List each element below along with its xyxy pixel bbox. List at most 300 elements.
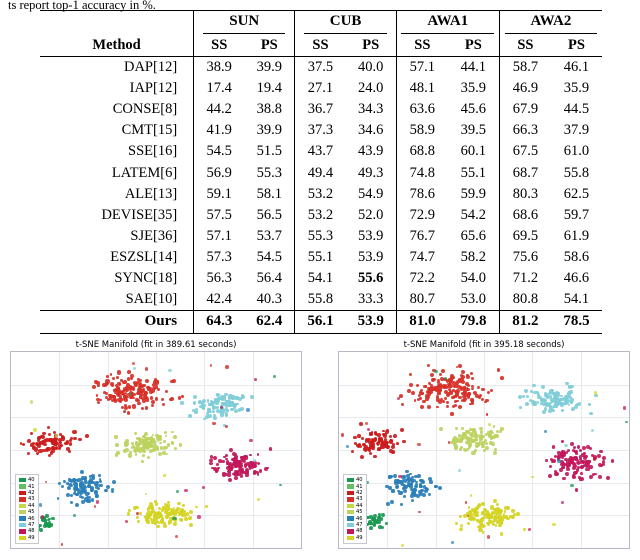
scatter-point (354, 442, 357, 445)
cell-value: 66.3 (499, 120, 551, 141)
scatter-point-outlier (531, 476, 534, 479)
scatter-point (416, 384, 419, 387)
scatter-point (572, 449, 575, 452)
scatter-point (400, 503, 403, 506)
cell-value: 57.5 (194, 205, 245, 226)
legend-label: 42 (28, 490, 35, 496)
scatter-point (458, 405, 462, 409)
scatter-point (48, 518, 51, 521)
scatter-point (117, 391, 120, 394)
group-header-awa2: AWA2 (499, 11, 602, 35)
cell-value: 55.1 (460, 164, 487, 181)
scatter-point (96, 394, 99, 397)
scatter-point (68, 450, 71, 453)
scatter-point-outlier (145, 493, 148, 496)
scatter-point (454, 400, 457, 403)
cell-value: 37.9 (563, 122, 590, 139)
cell-method: LATEM[6] (111, 164, 178, 181)
scatter-point (369, 515, 373, 519)
scatter-point (179, 443, 183, 447)
scatter-point-outlier (418, 511, 421, 514)
scatter-point (92, 385, 96, 389)
scatter-point (493, 451, 497, 455)
scatter-point (165, 390, 168, 393)
scatter-point-outlier (73, 514, 76, 517)
scatter-point (183, 513, 187, 517)
scatter-point (222, 472, 226, 476)
scatter-point (225, 454, 228, 457)
scatter-point (180, 401, 183, 404)
cell-method: SYNC[18] (114, 270, 178, 287)
scatter-point (127, 411, 130, 414)
scatter-point (38, 449, 42, 453)
cell-value: 79.8 (448, 311, 500, 334)
scatter-point (580, 466, 583, 469)
scatter-point (575, 488, 578, 491)
scatter-point (403, 495, 406, 498)
scatter-point (85, 434, 89, 438)
scatter-point (551, 400, 554, 403)
scatter-point (209, 462, 212, 465)
cell-method: DAP[12] (40, 56, 194, 78)
cell-value: 62.5 (563, 185, 590, 202)
scatter-point (114, 435, 117, 438)
scatter-point (154, 500, 157, 503)
scatter-point (396, 442, 399, 445)
cell-method: SSE[16] (128, 143, 178, 160)
cell-value: 67.9 (499, 99, 551, 120)
cell-value: 53.2 (295, 205, 346, 226)
group-header-cub: CUB (295, 11, 396, 35)
scatter-point (412, 489, 416, 493)
scatter-point (123, 410, 126, 413)
scatter-point (250, 395, 254, 399)
scatter-point (405, 470, 408, 473)
scatter-point (48, 433, 51, 436)
scatter-point-outlier (168, 369, 171, 372)
cell-value: 53.0 (460, 291, 487, 308)
cell-value: 72.9 (396, 205, 448, 226)
scatter-point-outlier (225, 425, 229, 429)
scatter-point (144, 445, 147, 448)
scatter-point (218, 397, 222, 401)
scatter-point (570, 442, 574, 446)
scatter-point (134, 432, 138, 436)
cell-value: 53.2 (295, 184, 346, 205)
scatter-point (123, 380, 127, 384)
scatter-point (462, 395, 466, 399)
gridline-horizontal (339, 483, 629, 484)
scatter-point (160, 446, 163, 449)
scatter-point (571, 385, 574, 388)
table-row (40, 289, 602, 311)
table-row (40, 141, 602, 162)
scatter-point (141, 460, 144, 463)
scatter-point (589, 412, 592, 415)
scatter-point (545, 459, 548, 462)
scatter-point (409, 373, 412, 376)
table-sub-header-row (40, 35, 602, 57)
scatter-point (215, 402, 218, 405)
scatter-point (75, 503, 79, 507)
scatter-point (208, 414, 212, 418)
legend-swatch (19, 497, 26, 501)
scatter-point (59, 433, 62, 436)
scatter-point (164, 431, 167, 434)
cell-method: CMT[15] (121, 122, 178, 139)
cell-method: SJE[36] (130, 227, 178, 244)
scatter-point (485, 446, 489, 450)
scatter-point-outlier (535, 548, 538, 549)
scatter-point (40, 435, 43, 438)
scatter-point (182, 504, 185, 507)
legend-label: 41 (28, 483, 35, 490)
scatter-point (402, 440, 406, 444)
scatter-point (205, 505, 208, 508)
scatter-point-outlier (564, 444, 567, 447)
cell-value: 52.0 (358, 206, 384, 223)
scatter-point (498, 511, 502, 515)
scatter-point (489, 515, 492, 518)
cell-value: 56.1 (295, 311, 346, 334)
scatter-point (497, 508, 500, 511)
scatter-point (427, 405, 431, 409)
scatter-point (227, 473, 230, 476)
scatter-point (419, 484, 422, 487)
cell-method: Ours (40, 311, 194, 334)
scatter-point-outlier (528, 528, 531, 531)
scatter-point (373, 455, 376, 458)
cell-method: CONSE[8] (112, 101, 178, 118)
scatter-point (374, 432, 377, 435)
cell-value: 38.8 (256, 101, 282, 118)
cell-value: 39.9 (244, 56, 295, 78)
scatter-point (192, 409, 195, 412)
cell-value: 35.9 (460, 80, 487, 97)
cell-value: 54.1 (295, 268, 346, 289)
scatter-point (594, 473, 597, 476)
scatter-point (69, 439, 72, 442)
scatter-point (561, 453, 564, 456)
scatter-point (446, 405, 449, 408)
scatter-point-outlier (552, 523, 556, 527)
cell-value: 19.4 (256, 80, 282, 97)
scatter-point (467, 522, 470, 525)
scatter-point (224, 393, 228, 397)
scatter-point (432, 378, 436, 382)
scatter-point (127, 512, 130, 515)
cell-value: 55.3 (295, 226, 346, 247)
scatter-point (168, 523, 171, 526)
cell-value: 53.9 (346, 311, 397, 334)
scatter-point (401, 403, 404, 406)
scatter-point (420, 405, 424, 409)
cell-value: 56.9 (194, 163, 245, 184)
scatter-point (471, 388, 474, 391)
scatter-point (585, 468, 589, 472)
scatter-point (72, 430, 76, 434)
legend-label: 47 (28, 521, 35, 528)
cell-value: 53.9 (358, 227, 384, 244)
scatter-point (143, 397, 146, 400)
scatter-point (123, 449, 127, 453)
scatter-point (450, 378, 454, 382)
scatter-point (173, 435, 177, 439)
scatter-point (552, 445, 555, 448)
scatter-point (455, 522, 458, 525)
scatter-point (516, 512, 519, 515)
cell-value: 44.5 (563, 101, 590, 118)
tsne-left-title: t-SNE Manifold (fit in 389.61 seconds) (75, 340, 237, 350)
scatter-point-outlier (30, 400, 33, 403)
scatter-point (392, 450, 395, 453)
scatter-point (381, 513, 385, 517)
column-header-awa2-ss: SS (499, 35, 551, 57)
scatter-point (568, 404, 571, 407)
scatter-point (461, 427, 464, 430)
cell-value: 48.1 (396, 78, 448, 99)
column-header-awa1-ps: PS (464, 36, 482, 53)
cell-value: 74.8 (396, 163, 448, 184)
scatter-point (531, 400, 534, 403)
scatter-point (371, 446, 375, 450)
scatter-point (422, 400, 425, 403)
cell-value: 54.2 (460, 206, 487, 223)
scatter-point (125, 442, 129, 446)
scatter-point (584, 455, 588, 459)
scatter-point (377, 443, 380, 446)
scatter-point (381, 526, 384, 529)
scatter-point (466, 448, 469, 451)
scatter-point (549, 465, 552, 468)
legend-swatch (347, 497, 354, 501)
cell-value: 71.2 (499, 268, 551, 289)
scatter-point (116, 376, 119, 379)
scatter-point (493, 499, 497, 503)
scatter-point (236, 396, 239, 399)
scatter-point (434, 485, 437, 488)
scatter-point (178, 396, 181, 399)
cell-value: 54.9 (358, 185, 384, 202)
scatter-point (485, 399, 488, 402)
scatter-point-outlier (273, 375, 276, 378)
cell-value: 58.7 (499, 56, 551, 78)
cell-value: 57.1 (396, 56, 448, 78)
scatter-point (30, 432, 33, 435)
scatter-point (188, 414, 192, 418)
scatter-point (112, 480, 116, 484)
legend-swatch (347, 484, 354, 488)
scatter-point (245, 472, 248, 475)
scatter-point (171, 441, 174, 444)
scatter-point-outlier (570, 484, 573, 487)
scatter-point (83, 489, 87, 493)
table-row (40, 120, 602, 141)
legend-label: 42 (356, 490, 363, 496)
scatter-point-outlier (197, 515, 201, 519)
scatter-point (579, 478, 582, 481)
table-row (40, 56, 602, 78)
figure-caption: ts report top-1 accuracy in %. (8, 0, 156, 12)
column-header-sun-ps: PS (260, 36, 278, 53)
scatter-point (50, 451, 53, 454)
cell-value: 69.5 (499, 226, 551, 247)
scatter-point (32, 446, 35, 449)
scatter-point (477, 386, 480, 389)
scatter-point (393, 474, 397, 478)
scatter-point-outlier (254, 378, 257, 381)
cell-value: 17.4 (194, 78, 245, 99)
cell-value: 51.5 (256, 143, 282, 160)
scatter-point (414, 399, 417, 402)
scatter-point (155, 397, 158, 400)
scatter-point (181, 395, 184, 398)
scatter-point (359, 422, 363, 426)
scatter-point (439, 373, 442, 376)
cell-value: 78.6 (396, 184, 448, 205)
scatter-point (249, 467, 252, 470)
scatter-point (522, 395, 525, 398)
scatter-point (193, 395, 197, 399)
gridline-vertical (532, 352, 533, 548)
cell-value: 43.7 (295, 141, 346, 162)
cell-value: 61.9 (563, 227, 590, 244)
scatter-point (173, 522, 177, 526)
scatter-point (426, 395, 430, 399)
scatter-point (111, 488, 114, 491)
scatter-point-outlier (487, 535, 491, 539)
cell-value: 80.7 (396, 289, 448, 311)
scatter-point (409, 383, 413, 387)
scatter-point (452, 405, 455, 408)
cell-value: 56.5 (256, 206, 282, 223)
scatter-point (497, 368, 500, 371)
scatter-point (536, 391, 539, 394)
scatter-point (20, 442, 23, 445)
scatter-point (472, 509, 475, 512)
scatter-point (74, 482, 78, 486)
scatter-point (195, 506, 198, 509)
scatter-point (61, 485, 64, 488)
scatter-point (105, 379, 109, 383)
scatter-point (209, 411, 212, 414)
scatter-point (480, 518, 484, 522)
table-row (40, 163, 602, 184)
legend-item (19, 535, 35, 541)
scatter-point (575, 452, 578, 455)
cell-value: 81.2 (499, 311, 551, 334)
cell-value: 46.9 (499, 78, 551, 99)
legend-label: 46 (28, 515, 35, 522)
scatter-point (466, 375, 470, 379)
scatter-point (147, 456, 150, 459)
scatter-point (61, 437, 65, 441)
scatter-point (151, 505, 154, 508)
tsne-panel-left (6, 340, 306, 560)
scatter-point (249, 454, 252, 457)
scatter-point-outlier (346, 445, 349, 448)
scatter-point (112, 377, 115, 380)
scatter-point (30, 443, 34, 447)
cell-value: 54.5 (256, 249, 282, 266)
scatter-point (47, 426, 50, 429)
scatter-point (213, 456, 217, 460)
scatter-point (395, 485, 399, 489)
cell-value: 57.3 (194, 247, 245, 268)
scatter-point (156, 525, 160, 529)
column-header-cub-ps: PS (362, 36, 380, 53)
scatter-point (428, 493, 431, 496)
legend-label: 45 (356, 509, 363, 516)
scatter-point (411, 499, 414, 502)
scatter-point (136, 516, 139, 519)
scatter-point (598, 463, 602, 467)
scatter-point (466, 388, 469, 391)
scatter-point (530, 390, 533, 393)
scatter-point (436, 398, 439, 401)
scatter-point (562, 467, 565, 470)
scatter-point (139, 396, 142, 399)
scatter-point (500, 522, 503, 525)
scatter-point-outlier (401, 544, 404, 547)
cell-value: 40.3 (256, 291, 282, 308)
scatter-point (147, 437, 150, 440)
cell-value: 59.9 (460, 185, 487, 202)
scatter-point-outlier (184, 489, 188, 493)
scatter-point (149, 390, 153, 394)
scatter-point (377, 447, 381, 451)
scatter-point-outlier (61, 543, 63, 545)
scatter-point (574, 471, 578, 475)
scatter-point (560, 395, 563, 398)
scatter-point-outlier (398, 475, 401, 478)
cell-value: 34.3 (358, 101, 384, 118)
cell-value: 64.3 (194, 311, 245, 334)
scatter-point (111, 384, 114, 387)
scatter-point-outlier (470, 494, 473, 497)
scatter-point-outlier (465, 501, 468, 504)
legend-label: 49 (28, 534, 35, 541)
tsne-right-title: t-SNE Manifold (fit in 395.18 seconds) (403, 340, 565, 350)
legend-label: 44 (28, 502, 35, 509)
scatter-point (208, 403, 212, 407)
scatter-point (142, 449, 146, 453)
legend-swatch (347, 504, 354, 508)
scatter-point (117, 370, 121, 374)
group-header-spacer (40, 11, 194, 35)
scatter-point (269, 447, 272, 450)
table-row (40, 205, 602, 226)
legend-label: 44 (356, 502, 363, 509)
scatter-point (429, 480, 433, 484)
scatter-point (476, 443, 480, 447)
scatter-point (100, 484, 103, 487)
scatter-point (171, 431, 174, 434)
scatter-point (135, 453, 138, 456)
scatter-point (493, 518, 497, 522)
cell-value: 78.5 (551, 311, 602, 334)
scatter-point (578, 402, 581, 405)
scatter-point (38, 524, 41, 527)
scatter-point-outlier (257, 498, 260, 501)
scatter-point (151, 400, 155, 404)
scatter-point-outlier (625, 421, 628, 424)
scatter-point (138, 449, 142, 453)
scatter-point (437, 384, 440, 387)
scatter-point (491, 442, 495, 446)
scatter-point (456, 366, 459, 369)
legend-swatch (347, 491, 354, 495)
